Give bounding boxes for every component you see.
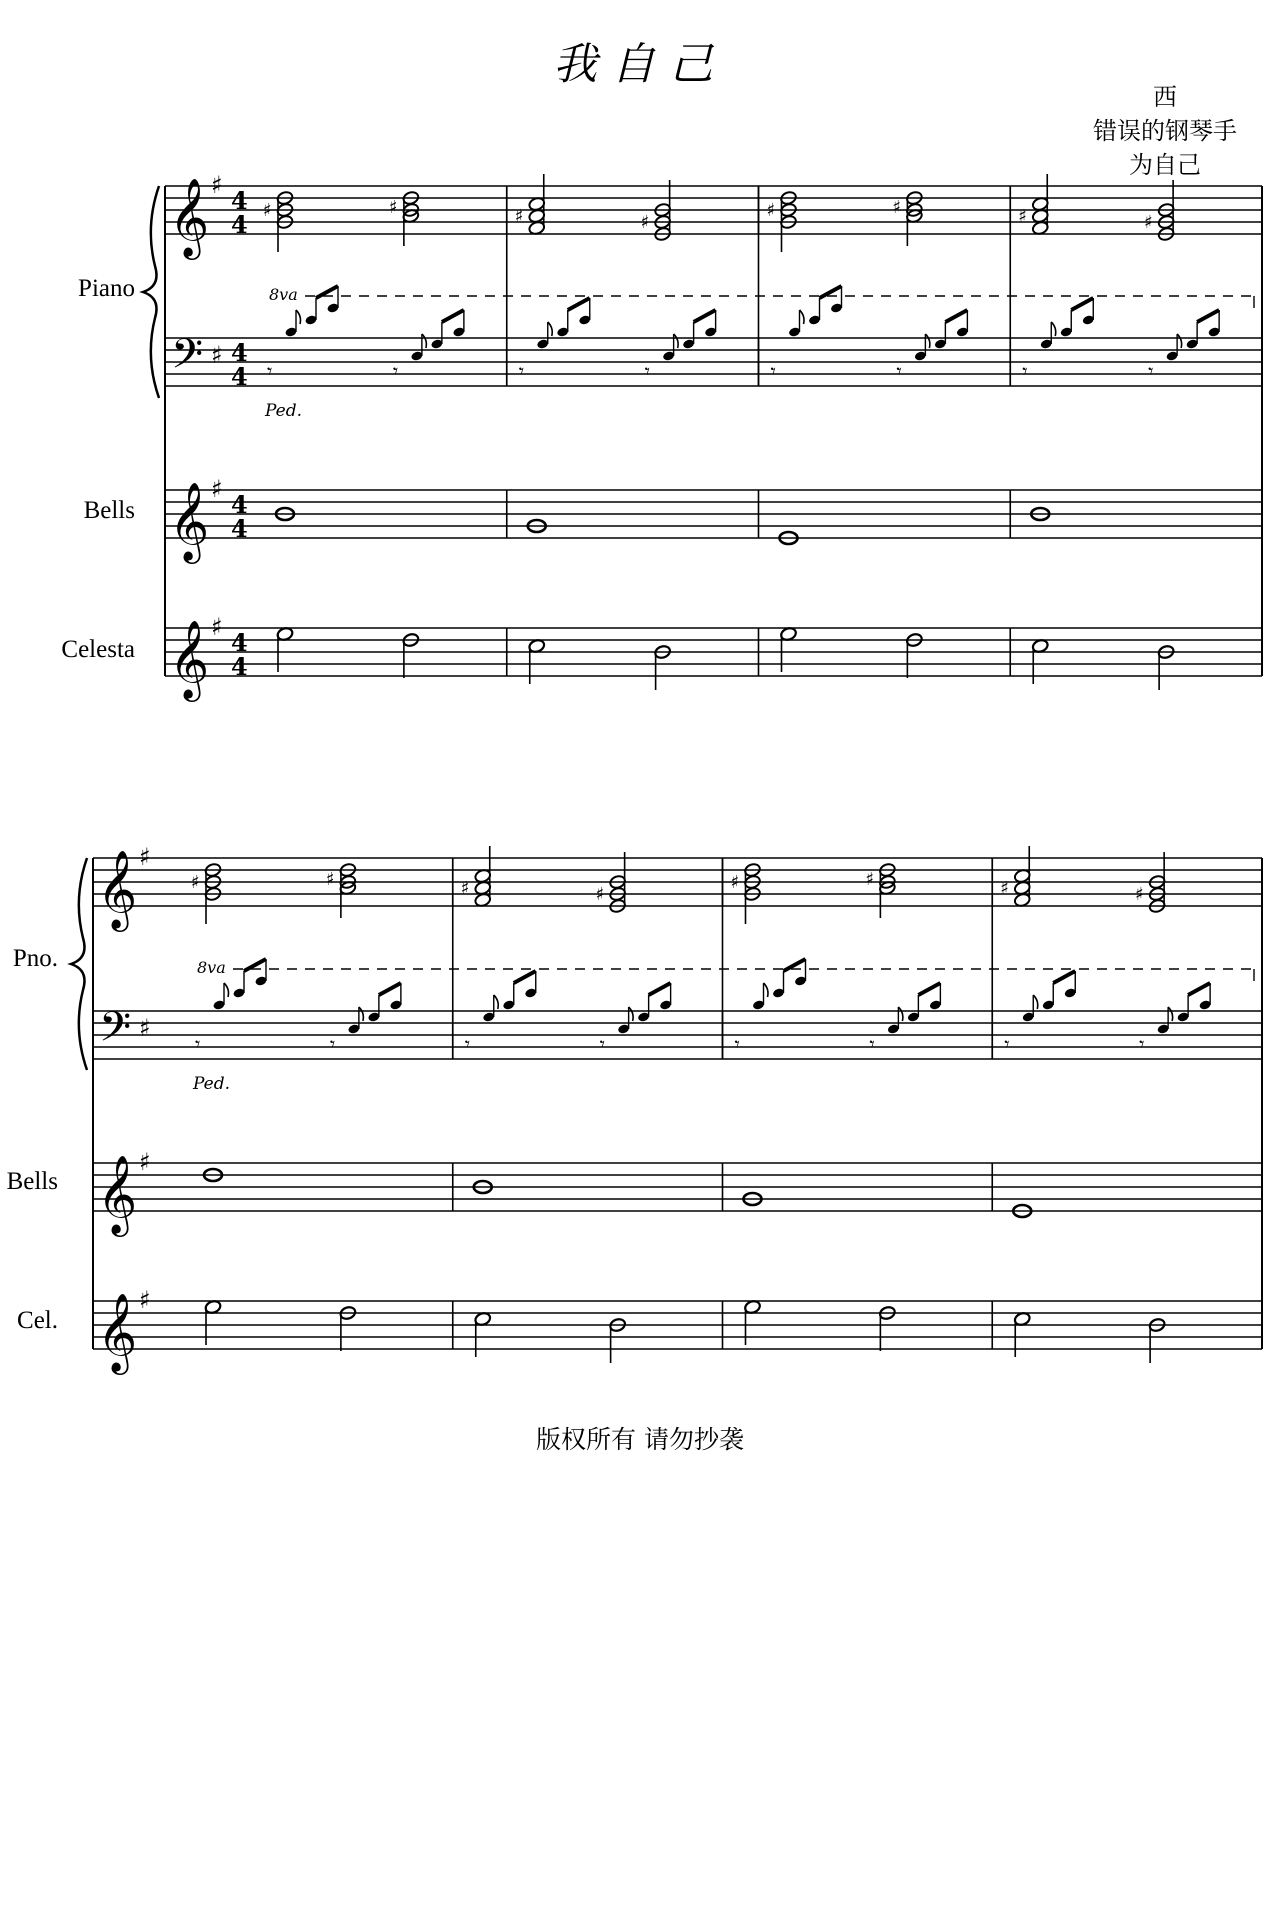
accidental: ♯ — [766, 200, 776, 221]
accidental: ♯ — [460, 878, 470, 899]
score-title: 我自己 — [553, 39, 727, 90]
accidental: ♯ — [595, 884, 605, 905]
eighth-rest: 𝄾 — [644, 359, 650, 383]
instrument-label-celesta: Celesta — [61, 636, 135, 663]
time-signature: 4 — [231, 652, 248, 681]
eighth-rest: 𝄾 — [734, 1032, 740, 1056]
time-signature: 4 — [231, 338, 248, 367]
bass-clef: 𝄢 — [99, 1003, 132, 1061]
accidental: ♯ — [1018, 206, 1027, 227]
eighth-rest: 𝄾 — [329, 1032, 336, 1056]
eighth-rest: 𝄾 — [1004, 1032, 1010, 1056]
eighth-rest: 𝄾 — [599, 1032, 605, 1056]
time-signature: 4 — [231, 490, 248, 519]
ottava-mark: 8va — [269, 285, 298, 304]
treble-clef: 𝄞 — [97, 850, 138, 929]
eighth-rest: 𝄾 — [195, 1032, 201, 1056]
accidental: ♯ — [640, 212, 650, 233]
accidental: ♯ — [263, 200, 272, 221]
note-beam — [514, 971, 536, 983]
instrument-label-bells: Bells — [83, 497, 135, 524]
note-beam — [379, 983, 401, 995]
piano-brace — [71, 858, 87, 1070]
accidental: ♯ — [514, 206, 524, 227]
accidental: ♯ — [730, 872, 740, 893]
copyright-footer: 版权所有 请勿抄袭 — [536, 1425, 744, 1454]
piano-brace — [143, 186, 159, 398]
pedal-mark: Ped. — [193, 1074, 231, 1094]
accidental: ♯ — [388, 197, 398, 218]
treble-clef: 𝄞 — [169, 178, 210, 257]
pedal-mark: Ped. — [265, 401, 303, 421]
instrument-label-piano: Pno. — [12, 945, 58, 972]
key-sharp: ♯ — [211, 341, 223, 369]
instrument-label-piano: Piano — [78, 275, 135, 302]
eighth-rest: 𝄾 — [869, 1032, 875, 1056]
eighth-rest: 𝄾 — [1148, 359, 1154, 383]
accidental: ♯ — [865, 869, 875, 890]
note-beam — [649, 983, 671, 995]
credit-line: 为自己 — [1129, 151, 1201, 179]
accidental: ♯ — [1144, 212, 1153, 233]
time-signature: 4 — [231, 186, 248, 215]
instrument-label-bells: Bells — [6, 1168, 58, 1195]
time-signature: 4 — [231, 514, 248, 543]
treble-clef: 𝄞 — [169, 620, 210, 699]
eighth-rest: 𝄾 — [464, 1032, 471, 1056]
note-beam — [945, 310, 967, 322]
note-beam — [568, 298, 590, 310]
treble-clef: 𝄞 — [97, 1155, 138, 1234]
accidental: ♯ — [1000, 878, 1009, 899]
eighth-rest: 𝄾 — [1022, 359, 1028, 383]
accidental: ♯ — [325, 869, 335, 890]
key-sharp: ♯ — [139, 1286, 151, 1314]
key-sharp: ♯ — [139, 1148, 151, 1176]
accidental: ♯ — [191, 872, 200, 893]
credit-line: 错误的钢琴手 — [1093, 117, 1237, 145]
note-beam — [1197, 310, 1219, 322]
note-beam — [442, 310, 464, 322]
eighth-rest: 𝄾 — [518, 359, 525, 383]
time-signature: 4 — [231, 362, 248, 391]
time-signature: 4 — [231, 210, 248, 239]
note-beam — [1188, 983, 1210, 995]
note-beam — [918, 983, 940, 995]
eighth-rest: 𝄾 — [392, 359, 399, 383]
instrument-label-celesta: Cel. — [17, 1307, 58, 1334]
treble-clef: 𝄞 — [97, 1293, 138, 1372]
key-sharp: ♯ — [139, 843, 151, 871]
key-sharp: ♯ — [211, 171, 223, 199]
bass-clef: 𝄢 — [171, 330, 204, 388]
note-beam — [694, 310, 716, 322]
eighth-rest: 𝄾 — [770, 359, 776, 383]
eighth-rest: 𝄾 — [267, 359, 273, 383]
ottava-mark: 8va — [197, 958, 226, 977]
note-beam — [1053, 971, 1075, 983]
key-sharp: ♯ — [211, 613, 223, 641]
time-signature: 4 — [231, 628, 248, 657]
treble-clef: 𝄞 — [169, 482, 210, 561]
note-beam — [1071, 298, 1093, 310]
accidental: ♯ — [892, 197, 902, 218]
credit-line: 西 — [1153, 83, 1177, 111]
accidental: ♯ — [1135, 884, 1144, 905]
eighth-rest: 𝄾 — [1139, 1032, 1145, 1056]
eighth-rest: 𝄾 — [896, 359, 902, 383]
key-sharp: ♯ — [139, 1014, 151, 1042]
key-sharp: ♯ — [211, 475, 223, 503]
